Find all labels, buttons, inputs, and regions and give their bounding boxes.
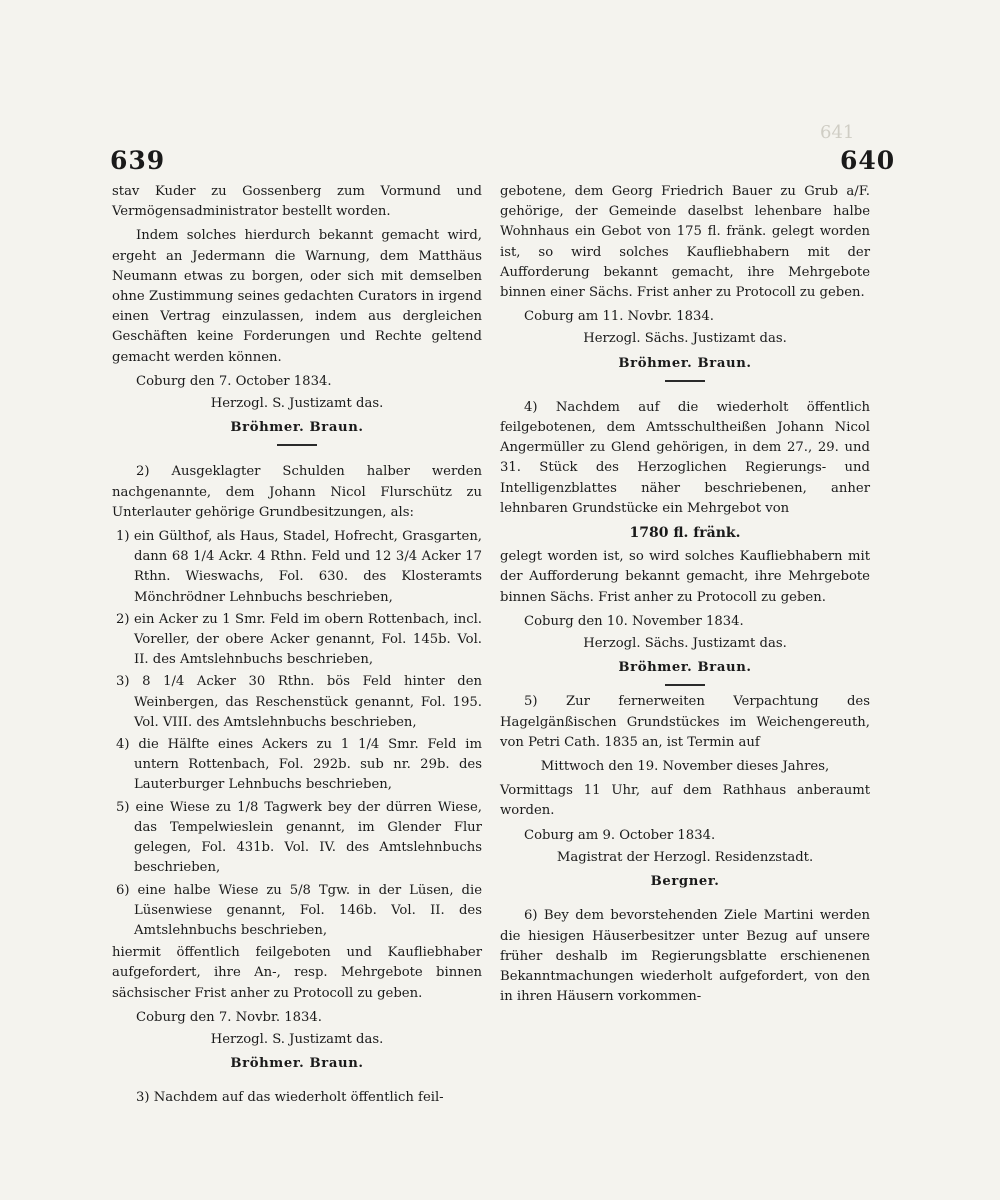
notice-3-court: Herzogl. Sächs. Justizamt das. — [583, 331, 787, 347]
notice-2-item: 4) die Hälfte eines Ackers zu 1 1/4 Smr. Feld im untern Rottenbach, Fol. 292b. sub nr. 29b. des Lauterburger Lehnbuchs beschrieben, — [116, 737, 482, 793]
notice-3-start: 3) Nachdem auf das wiederholt öffentlich feil- — [136, 1090, 444, 1106]
section-divider — [277, 444, 317, 446]
bleed-through-page-number: 641 — [820, 122, 855, 143]
notice-2-item: 5) eine Wiese zu 1/8 Tagwerk bey der dürren Wiese, das Tempelwieslein genannt, im Glender Flur gelegen, Fol. 431b. Vol. IV. des Amtslehnbuchs beschrieben, — [116, 799, 482, 876]
notice-2-court: Herzogl. S. Justizamt das. — [210, 1031, 384, 1047]
page-number-right: 640 — [840, 146, 896, 175]
notice-1-court: Herzogl. S. Justizamt das. — [210, 396, 384, 412]
notice-3-date: Coburg am 11. Novbr. 1834. — [524, 309, 714, 325]
notice-5-time: Vormittags 11 Uhr, auf dem Rathhaus anberaumt worden. — [500, 783, 870, 819]
notice-5-signer: Bergner. — [650, 874, 720, 890]
page-number-left: 639 — [110, 146, 166, 175]
notice-2-intro: 2) Ausgeklagter Schulden halber werden nachgenannte, dem Johann Nicol Flurschütz zu Unterlauter gehörige Grundbesitzungen, als: — [112, 464, 482, 520]
notice-1-paragraph: Indem solches hierdurch bekannt gemacht wird, ergeht an Jedermann die Warnung, dem Matthäus Neumann etwas zu borgen, oder sich mit demselben ohne Zustimmung seines gedachten Curators in irgend einen Vertrag einzulassen, indem aus dergleichen Geschäften keine Forderungen und Rechte geltend gemacht werden können. — [112, 228, 482, 365]
notice-5-text: 5) Zur fernerweiten Verpachtung des Hagelgänßischen Grundstückes im Weichengereuth, von Petri Cath. 1835 an, ist Termin auf — [500, 694, 870, 750]
left-column — [112, 182, 482, 1113]
notice-4-court: Herzogl. Sächs. Justizamt das. — [583, 636, 787, 652]
right-column — [500, 182, 870, 1011]
notice-2-item: 6) eine halbe Wiese zu 5/8 Tgw. in der Lüsen, die Lüsenwiese genannt, Fol. 146b. Vol. II. des Amtslehnbuchs beschrieben, — [116, 882, 482, 938]
notice-2-item: 1) ein Gülthof, als Haus, Stadel, Hofrecht, Grasgarten, dann 68 1/4 Ackr. 4 Rthn. Feld und 12 3/4 Acker 17 Rthn. Wieswachs, Fol. 630. des Klosteramts Mönchrödner Lehnbuchs beschrieben, — [116, 529, 482, 605]
notice-4-price: 1780 fl. fränk. — [629, 525, 741, 542]
notice-2-signers: Bröhmer. Braun. — [230, 1056, 364, 1072]
notice-3-signers: Bröhmer. Braun. — [618, 355, 752, 371]
section-divider — [665, 684, 705, 686]
notice-1-signers: Bröhmer. Braun. — [230, 420, 364, 436]
notice-5-authority: Magistrat der Herzogl. Residenzstadt. — [556, 849, 814, 865]
notice-4-date: Coburg den 10. November 1834. — [524, 613, 744, 629]
notice-5-term: Mittwoch den 19. November dieses Jahres, — [540, 759, 830, 775]
notice-2-item: 3) 8 1/4 Acker 30 Rthn. bös Feld hinter den Weinbergen, das Reschenstück genannt, Fol. 195. Vol. VIII. des Amtslehnbuchs beschrieben, — [116, 674, 482, 730]
notice-4-signers: Bröhmer. Braun. — [618, 660, 752, 676]
notice-1-paragraph: stav Kuder zu Gossenberg zum Vormund und Vermögensadministrator bestellt worden. — [112, 184, 482, 220]
notice-4-text: 4) Nachdem auf die wiederholt öffentlich feilgebotenen, dem Amtsschultheißen Johann Nicol Angermüller zu Glend gehörigen, in dem 27., 29. und 31. Stück des Herzoglichen Regierungs- und Intelligenzblattes näher beschriebenen, anher lehnbaren Grundstücke ein Mehrgebot von — [500, 399, 870, 516]
notice-2-item: 2) ein Acker zu 1 Smr. Feld im obern Rottenbach, incl. Voreller, der obere Acker genannt, Fol. 145b. Vol. II. des Amtslehnbuchs beschrieben, — [116, 611, 482, 668]
notice-3-continuation: gebotene, dem Georg Friedrich Bauer zu Grub a/F. gehörige, der Gemeinde daselbst lehenbare halbe Wohnhaus ein Gebot von 175 fl. fränk. gelegt worden ist, so wird solches Kaufliebhabern mit der Aufforderung bekannt gemacht, ihre Mehrgebote binnen einer Sächs. Frist anher zu Protocoll zu geben. — [500, 184, 870, 301]
notice-4-text-continued: gelegt worden ist, so wird solches Kaufliebhabern mit der Aufforderung bekannt gemacht, ihre Mehrgebote binnen Sächs. Frist anher zu Protocoll zu geben. — [500, 549, 870, 605]
notice-2-date: Coburg den 7. Novbr. 1834. — [136, 1009, 322, 1025]
notice-6-text: 6) Bey dem bevorstehenden Ziele Martini werden die hiesigen Häuserbesitzer unter Bezug auf unsere früher deshalb im Regierungsblatte erschienenen Bekanntmachungen wiederholt aufgefordert, von den in ihren Häusern vorkommen- — [500, 908, 870, 1005]
section-divider — [665, 380, 705, 382]
notice-1-date: Coburg den 7. October 1834. — [136, 373, 332, 389]
notice-2-closing: hiermit öffentlich feilgeboten und Kaufliebhaber aufgefordert, ihre An-, resp. Mehrgebote binnen sächsischer Frist anher zu Protocoll zu geben. — [112, 945, 482, 1001]
notice-5-date: Coburg am 9. October 1834. — [524, 827, 716, 843]
